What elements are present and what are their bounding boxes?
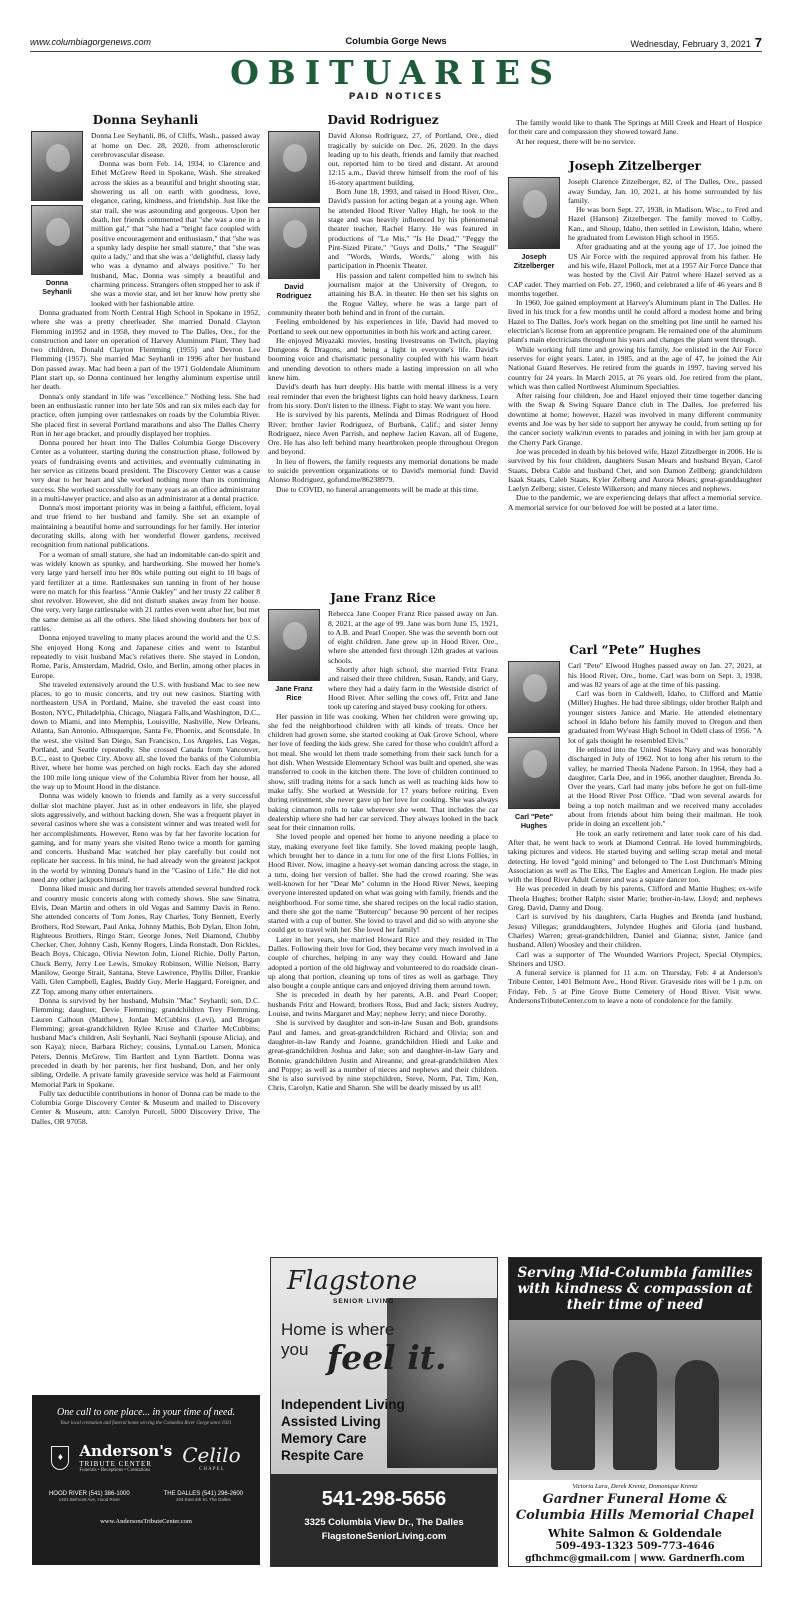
obituary-paragraph: Fully tax deductible contributions in honor of Donna can be made to the Columbia Gorge Discovery Center & Museum and mailed to Discovery Center & Museum, attn: Carolyn Purcell, 5000 Discovery Drive, The Dalles, OR 97058. [31, 1088, 260, 1126]
ad-subtagline: Your local cremation and funeral home serving the Columbia River Gorge since 1921 [60, 1421, 232, 1426]
obituary-paragraph: His passion and talent compelled him to switch his journalism major at the University of Oregon, to attaining his B.A. in theater. He then set his sights on the Rogue Valley, where he was a large part of community theater both behind and in front of the curtain. [268, 270, 498, 317]
portrait-photo [268, 131, 320, 203]
obituary-paragraph: Rebecca Jane Cooper Franz Rice passed away on Jan. 8, 2021, at the age of 99. Jane was born June 15, 1921, to A.B. and Pearl Cooper. She was the seventh born out of eight children. Jane grew up in Hood River, Ore., where she attended first through 12th grades at various schools. [328, 609, 498, 665]
photo-caption: Victoria Lara, Derek Krentz, Domonique Krentz [572, 1483, 698, 1490]
obituary-paragraph: She loved people and opened her home to anyone needing a place to stay, making everyone feel like family. She loved making people laugh, which brought her to dance in a tutu for one of the first Lions Follies, in Hood River. Now, imagine a heavy-set woman dancing across the stage, in a tutu, doing her version of ballet. She had the crowd roaring. She was well-known for her "Dear Me" column in the Hood River News, keeping everyone interested updated on what was going with family, friends and the neighborhood. For some time, she shared recipes on the local radio station, and there she got the name "Buttercup" because 90 percent of her recipes started with a cup of butter. She loved to travel and did so with anyone she could get to travel with her. She loved her family! [268, 832, 498, 935]
ad-headline: Serving Mid-Columbia families with kindness & compassion at their time of need [509, 1258, 761, 1320]
obituary-paragraph: She is survived by daughter and son-in-law Susan and Bob, grandsons Paul and James, and great-grandchildren Richard and Olivia; son and daughter-in-law Randy and Joanne, grandchildren Hiedi and Luke and great-grandchildren Joshua and Jake; son and daughter-in-law Gary and Bonnie, grandchildren Justin and Aireanne, and great-grandchildren Alex and Poppy; as well as a number of nieces and nephews and their children. She is also survived by nine stepchildren, Steve, Norm, Pat, Tim, Ken, Chris, Carolyn, Katie and Sharon. She will be dearly missed by us all! [268, 1018, 498, 1093]
portrait-block [31, 131, 83, 296]
portrait-block [508, 661, 560, 830]
obituary-paragraph: Due to the pandemic, we are experiencing delays that affect a memorial service. A memorial service for our beloved Joe will be posted at a later time. [508, 493, 762, 512]
hood-river-contact[interactable]: HOOD RIVER (541) 386-1000 1401 Belmont Ave, Hood River [48, 1491, 130, 1502]
photo-caption: Carl "Pete" Hughes [515, 812, 553, 830]
obituary-heading: Jane Franz Rice [330, 592, 436, 605]
obituary-paragraph: After graduating and at the young age of 17, Joe joined the US Air Force with the required approval from his father. He and his wife, Hazel Pollock, met at a 1957 Air Force Dance that was hosted by the Civil Air Patrol where Hazel served as a CAP cadet. They married on Feb. 27, 1960, and celebrated a life of 46 years and 8 months together. [508, 242, 762, 298]
ad-headline: Home is where you [281, 1320, 395, 1359]
obituary-zitzelberger [508, 160, 762, 638]
the-dalles-contact[interactable]: THE DALLES (541) 296-2600 204 East 4th St, The Dalles [163, 1491, 244, 1502]
obituary-paragraph: Donna is survived by her husband, Muhsin "Mac" Seyhanli; son, D.C. Flemming; daughter, Devie Flemming; grandchildren Trey Flemming, Lauren Calhoun (Matthew), Jordan McCubbins (Levi), and Brogan Flemming; great-grandchildren Rylee Kruse and Charlee McCubbins; husband Mac's children, Asli Seyhanli, Naci Seyhanli (spouse Alicia), and son Kaya); niece, Barbara Richey; cousins, LynnaLou Larsen, Monica Peters, Dennis McGrew, Tim Bartlett and Lynn Bartlett. Donna was preceded in death by her parents, her first husband, Don, and her only sibling, Ordelle. A private family graveside service was held at Fairmount Memorial Park in Spokane. [31, 995, 260, 1089]
obituary-paragraph: He took an early retirement and later took care of his dad. After that, he went back to work at Diamond Central. He loved hummingbirds, taking pictures and videos. He started buying and selling scrap metal and metal detecting. He loved "gold mining" and belonged to The Lost Dutchman's Mining Association as well as The Elks, The Eagles and American Legion. He made pies with the Hood River Adult Center and was a square dancer too. [508, 828, 762, 885]
service-item: Assisted Living [281, 1414, 381, 1429]
anderson-services: Funerals • Receptions • Cremations [79, 1468, 151, 1473]
photo-caption: Joseph Zitzelberger [513, 252, 555, 270]
section-title: OBITUARIES [230, 53, 562, 92]
photo-caption: Jane Franz Rice [275, 684, 313, 702]
obituary-rice-continued [508, 118, 762, 156]
issue-date: Wednesday, February 3, 2021 7 [630, 35, 762, 50]
obituary-paragraph: While working full time and growing his family, Joe enlisted in the Air Force reserves for eight years. Later, in 1985, and at the age of 47, he joined the Air National Guard Reserves. He retired from the guards in 1997, having served his country for 24 years. In March 2015, at 76 years old, Joe retired from the plant, which was then called Northwest Aluminum Specialties. [508, 344, 762, 391]
obituary-paragraph: Donna's most important priority was in being a faithful, efficient, loyal and true friend to her husband and family. She set an example of maintaining a beautiful home and surroundings for her family. Her interior decorating skills, along with her wonderful flower gardens, received recognition from national publications. [31, 503, 260, 550]
obituary-paragraph: He was born Sept. 27, 1938, in Madison, Wisc., to Fred and Hazel (Hanson) Zitzelberger. The family moved to Colby, Kan., and Shoup, Idaho, then settled in Lewiston, Idaho, where he graduated from Lewiston High school in 1955. [568, 205, 762, 243]
portrait-block [268, 609, 320, 702]
obituary-paragraph: Feeling emboldened by his experiences in life, David had moved to Portland to seek out new opportunities in both his work and acting career. [268, 317, 498, 336]
ad-headline-emphasis: feel it. [327, 1338, 447, 1377]
anderson-logo [79, 1442, 172, 1473]
obituary-paragraph: He is survived by his parents, Melinda and Dimas Rodriguez of Hood River; brother Javier Rodriguez, of Burbank, Calif.; and sister Jenny Rodriguez, niece Aven Parrish, and nephew Jacien Kavan, all of Eugene, Ore. He has also left behind many heartbroken people throughout Oregon and beyond. [268, 410, 498, 457]
portrait-block [508, 177, 560, 270]
obituary-paragraph: Donna enjoyed traveling to many places around the world and the U.S. She enjoyed Hong Kong and Japanese cities and went to Istanbul repeatedly to visit husband Mac's relatives there. She stayed in London, Rome, Paris, Amsterdam, Madrid, Oslo, and Berlin, among other places in Europe. [31, 633, 260, 680]
photo-caption: Donna Seyhanli [42, 278, 72, 296]
anderson-tribute-ad[interactable] [32, 1395, 260, 1565]
page-number: 7 [754, 35, 762, 50]
celilo-name: Celilo [182, 1443, 241, 1467]
obituary-paragraph: Shortly after high school, she married Fritz Franz and raised their three children, Susan, Randy, and Gary, where they had a dairy farm in the Westside district of Hood River. After selling the cows off, Fritz and Jane took up catering and stayed busy cooking for others. [328, 665, 498, 712]
crest-icon: ♦ [51, 1446, 69, 1470]
service-item: Independent Living [281, 1397, 405, 1412]
ad-phone[interactable]: 541-298-5656 [321, 1488, 447, 1510]
obituary-paragraph: A funeral service is planned for 11 a.m. on Thursday, Feb. 4 at Anderson's Tribute Center, 1401 Belmont Ave., Hood River. Graveside rites will be 1 p.m. on Friday, Feb. 5 at Pine Grove Butte Cemetery of Hood River. Visit www. AndersonsTributeCenter.com to leave a note of condolence for the family. [508, 968, 762, 1005]
obituary-paragraph: Carl "Pete" Elwood Hughes passed away on Jan. 27, 2021, at his Hood River, Ore., home. Carl was born on Sept. 3, 1938, and was 82 years of age at the time of his passing. [568, 661, 762, 689]
obituary-paragraph: Carl was born in Caldwell, Idaho, to Clifford and Mattie (Miller) Hughes. He had three siblings, older brother Ralph and younger sisters Janice and Marie. He attended elementary school in Idaho before his family moved to Oregon and then graduated from Wy'east High School in Odell class of 1956. "A lot of gals thought he resembled Elvis." [568, 689, 762, 745]
obituary-seyhanli [31, 114, 260, 1386]
masthead [0, 55, 792, 102]
ad-phones [32, 1491, 260, 1502]
obituary-hughes [508, 644, 762, 1249]
obituary-paragraph: The family would like to thank The Springs at Mill Creek and Heart of Hospice for their care and compassion they showed toward Jane. [508, 118, 762, 137]
phones[interactable]: 509-493-1323 509-773-4646 [555, 1541, 715, 1552]
business-name: Gardner Funeral Home & Columbia Hills Memorial Chapel [515, 1492, 755, 1523]
ad-website[interactable]: FlagstoneSeniorLiving.com [321, 1531, 447, 1542]
obituary-paragraph: After raising four children, Joe and Hazel enjoyed their time together dancing with the Swap & Swing Square Dance club in The Dalles. Joe preferred his downtime at home; however, Hazel was involved in many different community events and Joe was by her side to support her anyway he could, from setting up for the cancer society walk/run events to parades and joining in with her jam group at the Cherry Park Grange. [508, 391, 762, 447]
locations: White Salmon & Goldendale [548, 1527, 722, 1540]
photo-caption: David Rodriguez [276, 282, 312, 300]
obituary-paragraph: Carl is survived by his daughters, Carla Hughes and Brenda (and husband, Jesus) Villegas; granddaughters, Jolyndee Hughes and Gloria (and husband, Charles) Warren; great-grandchildren, Daniel and Gianna; sister, Janice (and husband, Allen) Woosley and their children. [508, 912, 762, 950]
portrait-photo [31, 205, 83, 275]
service-item: Respite Care [281, 1448, 364, 1463]
obituary-paragraph: He enlisted into the United States Navy and was honorably discharged in July of 1962. Not to long after his return to the valley, he married Theola Nadene Parson. In 1964, they had a daughter, Carla Dee, and in 1966, another daughter, Brenda Jo. Over the years, Carl had many jobs before he got on full-time at the Hood River Post Office. "Dad won several awards for being a top notch mailman and we received many accolades about from friends about him being their mailman. He took pride in doing an excellent job." [568, 744, 762, 829]
obituary-paragraph: In 1960, Joe gained employment at Harvey's Aluminum plant in The Dalles. He lived in his truck for a few months until he could afford a modest home and bring Hazel to The Dalles. Joe's work began on the smelting pot line until he earned his electrician's license from an apprentice program. He remained one of the aluminum plant's main electricians throughout his years and changes the plant went through. [508, 298, 762, 345]
page-header [30, 34, 762, 50]
staff-photo [509, 1320, 761, 1480]
obituary-heading: Joseph Zitzelberger [569, 160, 701, 173]
obituary-paragraph: Her passion in life was cooking. When her children were growing up, she fed the neighborhood children with all kinds of treats. Once her children had grown some, she started cooking at Oak Grove School, where her love of feeding the kids grew. She cared for those who couldn't afford a hot meal. She would let them trade something from their sack lunch for a hot dish. When Westside Elementary School was built and opened, she was transferred to cook in the kitchen there. The love of children continued to show, still trading items for a sack lunch as well as teaching kids how to make taffy. She worked at Westside for 17 years before retiring. Even during retirement, she never gave up her love for cooking. She was always baking cinnamon rolls to take wherever she went. That includes the car dealership where she had her car serviced. They always looked in the back seat for their cinnamon rolls. [268, 711, 498, 833]
obituary-paragraph: Joseph Clarence Zitzelberger, 82, of The Dalles, Ore., passed away Sunday, Jan. 10, 2021, at his home surrounded by his family. [568, 177, 762, 205]
obituary-paragraph: Donna liked music and during her travels attended several hundred rock and country music concerts along with comedy shows. She saw Sinatra, Elvis, Dean Martin and others in old Vegas and Sammy Davis in Reno. She attended concerts of Tom Jones, Ray Charles, Tony Bennett, Everly Brothers, Rod Stewart, Paul Anka, Johnny Mathis, Bob Dylan, Elton John, Righteous Brothers, Ringo Starr, George Jones, Neil Diamond, Chubby Checker, Cher, Johnny Cash, Kenny Rogers, Linda Ronstadt, Don Rickles, Beach Boys, Chicago, Olivia Newton John, Lionel Richie, Dolly Parton, Chuck Berry, Jerry Lee Lewis, Smokey Robinson, Willie Nelson, Barry Manilow, George Strait, Santana, Steve Lawrence, Phyllis Diller, Frankie Valli, Glen Campbell, Eagles, Buddy Guy, Merle Haggard, Foreigner, and ZZ Top, among many other entertainers. [31, 884, 260, 996]
obituary-paragraph: Born June 18, 1993, and raised in Hood River, Ore., David's passion for acting began at a young age. When he attended Hood River Valley High, he took to the stage and was heavily influenced by his phenomenal theater teacher, Rachel Harry. He was featured in productions of "Le Mis," "Is He Dead," "Peggy the Pint-Sized Pirate," "Guys and Dolls," "The Seagull" and "Words, Words, Words," along with his participation in Phoenix Theater. [328, 187, 498, 271]
obituary-paragraph: He was preceded in death by his parents, Clifford and Mattie Hughes; ex-wife Theola Hughes; brother Ralph; sister Marie; brother-in-law, Lloyd; and nephews Greg, David, Danny and Doug. [508, 884, 762, 913]
flagstone-logo: Flagstone [287, 1266, 418, 1296]
flagstone-senior-living-ad[interactable] [270, 1257, 498, 1567]
ad-website[interactable]: www.AndersonsTributeCenter.com [100, 1518, 192, 1525]
website-url[interactable]: www.columbiagorgenews.com [30, 37, 152, 47]
obituary-paragraph: David Alonso Rodriguez, 27, of Portland, Ore., died tragically by suicide on Dec. 26, 2020. In the days leading up to his death, friends and family that reached out, reported him to be tired and distant. At around 12:15 a.m., David threw himself from the roof of his 16-story apartment building. [328, 131, 498, 187]
ad-contact-bar [271, 1474, 497, 1566]
ad-services [281, 1396, 405, 1464]
obituary-paragraph: Donna poured her heart into The Dalles Columbia Gorge Discovery Center as a volunteer, starting during the construction phase, followed by years of fundraising events and activities, and eventually culminating in her service as citizens board president. The Discovery Center was a cause very dear to her heart and she worked nothing more than its continuing success. She worked successfully for many years as an office administrator in a multi-lawyer practice, and also as an administrator at a dental practice. [31, 438, 260, 503]
obituary-paragraph: She traveled extensively around the U.S. with husband Mac to see new places, to go to music concerts, and try out new casinos. Starting with northeastern USA in Portland, Maine, she traveled the east coast into Boston, NYC, Philadelphia, Chicago, Niagara Falls,and Washington, D.C., down to Miami, and into Memphis, Louisville, Nashville, New Orleans, Atlanta, San Antonio, Albuquerque, Santa Fe, Phoenix, and Scottsdale. In the west, she visited San Diego, San Francisco, Los Angeles, Las Vegas, Portland, and Seattle repeatedly. She crossed Canada from Vancouver, B.C., east to Quebec City. Above all, she loved the banks of the Columbia River, where her home was perched on high rocks. Each day she adored the 100 mile long unique view of the Columbia River from her house, all the way up to Mount Hood in the distance. [31, 679, 260, 792]
newspaper-name: Columbia Gorge News [345, 36, 447, 47]
ad-logos [32, 1442, 260, 1473]
section-subtitle: PAID NOTICES [348, 92, 444, 102]
celilo-sub: C H A P E L [198, 1467, 224, 1472]
obituary-paragraph: Donna was born Feb. 14, 1934, to Clarence and Ethel McGrew Reed in Spokane, Wash. She streaked across the skies as a beautiful and bright shooting star, showering us all on earth with goodness, love, elegance, caring, kindness, and friendship. Just like the star trail, she was astounding and gorgeous. Upon her death, her friends commented that "she was a one in a million gal," that "she had a "bright face coupled with positive encouragement and enthusiasm," that "she was a spunky lady despite her small stature," that "she was quite a lady," and that she was a "delightful, classy lady who was a dynamo and always positive." To her husband, Mac, Donna was simply a beautiful and charming princess. Strangers often stopped her to ask if she was a movie star, and let her know how pretty she looked with her fashionable attire. [91, 159, 260, 308]
obituary-rodriguez [268, 114, 498, 584]
obituary-body-continued [508, 118, 762, 146]
portrait-photo [31, 131, 83, 201]
contact[interactable]: gfhchmc@gmail.com | www. Gardnerfh.com [525, 1554, 745, 1564]
flagstone-logo-sub: SENIOR LIVING [333, 1298, 395, 1305]
portrait-photo [268, 207, 320, 279]
obituary-paragraph: David's death has hurt deeply. His battle with mental illness is a very real reminder that even the brightest lights can hold heavy darkness. Learn from his story. Don't listen to the illness. Fight to stay. We want you here. [268, 382, 498, 410]
portrait-photo [268, 609, 320, 681]
obituary-paragraph: Carl was a supporter of The Wounded Warriors Project, Special Olympics, Shriners and USO. [508, 949, 762, 968]
obituary-heading: David Rodriguez [327, 114, 439, 127]
ad-tagline: One call to one place... in your time of need. [56, 1407, 235, 1418]
obituary-paragraph: She is preceded in death by her parents, A.B. and Pearl Cooper; husbands Fritz and Howard; brothers Ross, Bud and Jack; sisters Audrey, Louise, and twins Margaret and May; nephew Jerry; and niece Dorothy. [268, 990, 498, 1019]
portrait-photo [508, 661, 560, 733]
obituary-paragraph: Donna was widely known to friends and family as a very successful dollar slot machine player. Just as in other endeavors in life, she played slots aggressively, and without backing down. She was a frequent player in several casinos where she was a consistent winner and was treated well for her accomplishments. However, Reno was by far her favorite location for gaming, and for many years she visited Reno twice a month for gaming and concerts. Husband Mac watched her play carefully but could not replicate her success. In his mind, he had already won the greatest jackpot in the world by winning Donna's hand in the "Casino of Life." He did not need any other jackpots himself. [31, 791, 260, 885]
gardner-funeral-home-ad[interactable] [508, 1257, 762, 1567]
anderson-name2: TRIBUTE CENTER [79, 1460, 152, 1468]
portrait-block [268, 131, 320, 300]
portrait-photo [508, 177, 560, 249]
obituary-paragraph: For a woman of small stature, she had an indomitable can-do spirit and was widely known as spunky, and hardworking. She mowed her home's very large yard herself into her 80s while putting out eight to 10 bags of yard fertilizer at a time. Rattlesnakes sun tanning in front of her house were no match for this fearless "Annie Oakley" and her trusty 22 caliber 8 shot revolver. However, she did not disturb snakes away from her house. One very, very large rattlesnake with 21 rattles even went after her, but met the same demise as all the others. She liked showing doubters her box of rattles. [31, 549, 260, 634]
celilo-logo [182, 1443, 240, 1472]
obituary-paragraph: Joe was preceded in death by his beloved wife, Hazel Zitzelberger in 2006. He is survived by his four children, daughters Susan Mears and husband Bryan, Carol Staats, Debra Cable and husband Chet, and son Damon Zellberg; grandchildren Isaak Staats, Caleb Staats, Kyler Zelberg and Aurora Mears; great-granddaughter Laelyn Zelberg; sister, Celeste Wilkerson; and many nieces and nephews. [508, 446, 762, 494]
obituary-rice [268, 592, 498, 1248]
header-divider [30, 51, 762, 52]
service-item: Memory Care [281, 1431, 367, 1446]
ad-address: 3325 Columbia View Dr., The Dalles [304, 1517, 464, 1528]
obituary-paragraph: In lieu of flowers, the family requests any memorial donations be made to suicide prevention organizations or to David's memorial fund: David Alonso Rodriguez, gofund.me/86238979. [268, 456, 498, 485]
obituary-paragraph: Donna graduated from North Central High School in Spokane in 1952, where she was a pretty cheerleader. She married Donald Clayton Flemming in1952 and in 1958, they moved to The Dalles, Ore., for the construction and later on operation of Harvey Aluminum Plant. They had two children, Donald Clayton Flemming (1955) and Devron Lee Flemming (1957). She married Mac Seyhanli in 1996 after her husband Don passed away. Mac had been a part of the 1971 Goldendale Aluminum Plant start up, so Donna continued her lengthy aluminum expertise until her death. [31, 307, 260, 392]
obituary-paragraph: Donna Lee Seyhanli, 86, of Cliffs, Wash., passed away at home on Dec. 28, 2020, from atherosclerotic cerebrovascular disease. [91, 131, 260, 159]
obituary-heading: Donna Seyhanli [92, 114, 199, 127]
obituary-paragraph: Due to COVID, no funeral arrangements will be made at this time. [276, 484, 479, 494]
obituary-heading: Carl “Pete” Hughes [569, 644, 701, 657]
portrait-photo [508, 737, 560, 809]
obituary-paragraph: Donna's only standard in life was "excellence." Nothing less. She had been an enthusiastic runner into her late 50s and ran six miles each day for practice, often jumping over rattlesnakes on roads by the Columbia River. She placed first in several Portland marathons and also The Dalles Cherry Run in her age bracket, and proudly displayed her trophies. [31, 391, 260, 438]
obituary-paragraph: At her request, there will be no service. [516, 136, 636, 146]
anderson-name: Anderson's [79, 1442, 173, 1460]
obituary-paragraph: Later in her years, she married Howard Rice and they resided in The Dalles. Following their love for God, they became very much involved in a couple of churches, helping in any way they could. Howard and Jane adopted a portion of the old highway and volunteered to do roadside clean-up along that portion, cleaning up tons of tires as well as garbage. They also bought a couple antique cars and enjoyed driving them around town. [268, 934, 498, 991]
obituary-paragraph: He enjoyed Miyazaki movies, hosting livestreams on Twitch, playing Dungeons & Dragons, and being a light in everyone's life. David's booming voice and charismatic personality coupled with his warm heart and unending devotion to others made a lasting impression on all who knew him. [268, 335, 498, 383]
